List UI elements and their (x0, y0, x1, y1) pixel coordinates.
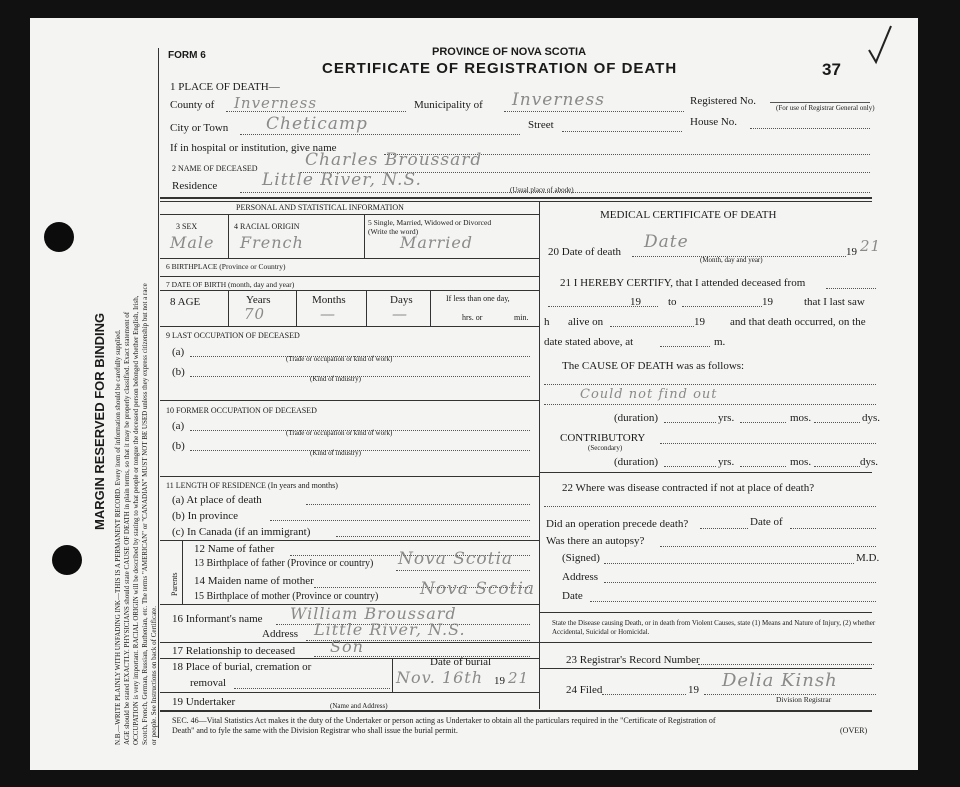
residence-canada-label: (c) In Canada (if an immigrant) (172, 526, 311, 538)
province-heading: PROVINCE OF NOVA SCOTIA (432, 46, 587, 58)
abode-note: (Usual place of abode) (510, 186, 574, 194)
former-occ-a: (a) (172, 420, 185, 432)
margin-note-3: OCCUPATION is very important. RACIAL ORIGIN will be described by stating to what people or tongue the deceased person belonged whether English, Irish, (132, 295, 140, 745)
signed-label: (Signed) (562, 552, 600, 564)
residence-place-label: (a) At place of death (172, 494, 262, 506)
certify-alive-on: alive on (568, 316, 604, 328)
filed-year-prefix: 19 (688, 684, 699, 696)
former-occ-industry-note: (Kind of industry) (310, 449, 361, 457)
father-birthplace-value: Nova Scotia (398, 549, 514, 569)
burial-year-value: 21 (508, 669, 530, 687)
operation-date-label: Date of (750, 516, 783, 528)
former-occ-b: (b) (172, 440, 185, 452)
county-value: Inverness (234, 94, 318, 112)
division-registrar-label: Division Registrar (776, 695, 832, 704)
certify-date-stated: date stated above, at (544, 336, 634, 348)
months-value: — (320, 305, 336, 323)
footer-sec-46-cont: Death" and to fyle the same with the Division Registrar who shall issue the burial permit. (172, 726, 458, 735)
binding-hole-top (44, 222, 74, 252)
death-date-value: Date (644, 232, 689, 252)
municipality-label: Municipality of (414, 99, 483, 111)
personal-heading: PERSONAL AND STATISTICAL INFORMATION (236, 203, 404, 212)
marital-label: 5 Single, Married, Widowed or Divorced (Write the word) (368, 218, 492, 236)
deceased-name-label: 2 NAME OF DECEASED (172, 164, 258, 173)
relationship-value: Son (330, 637, 364, 656)
mother-birthplace-value: Nova Scotia (420, 579, 536, 599)
residence-province-label: (b) In province (172, 510, 238, 522)
former-occupation-label: 10 FORMER OCCUPATION OF DECEASED (166, 406, 317, 415)
margin-note-2: AGE should be stated EXACTLY. PHYSICIANS should state CAUSE OF DEATH in plain terms, so that it may be properly classified. Exact statement of (123, 311, 131, 745)
certify-19a: 19 (630, 296, 641, 308)
address-label: Address (562, 571, 599, 583)
contrib-mos: mos. (790, 456, 812, 468)
marital-value: Married (400, 233, 474, 252)
cause-dys: dys. (862, 412, 881, 424)
burial-removal-label: removal (190, 677, 227, 689)
burial-label: 18 Place of burial, cremation or (172, 661, 312, 673)
informant-address-label: Address (262, 628, 299, 640)
father-name-label: 12 Name of father (194, 543, 275, 555)
margin-rule (158, 48, 159, 738)
operation-label: Did an operation precede death? (546, 518, 689, 530)
certify-text: 21 I HEREBY CERTIFY, that I attended deceased from (560, 277, 806, 289)
registrar-note: (For use of Registrar General only) (776, 104, 875, 112)
registered-label: Registered No. (690, 95, 756, 107)
certify-19b: 19 (762, 296, 773, 308)
contrib-dys: dys. (860, 456, 879, 468)
street-label: Street (528, 119, 554, 131)
margin-binding-label: MARGIN RESERVED FOR BINDING (92, 312, 107, 530)
years-value: 70 (244, 305, 266, 323)
mother-birthplace-label: 15 Birthplace of mother (Province or country) (194, 591, 379, 602)
certify-19c: 19 (694, 316, 705, 328)
certify-h: h (544, 316, 550, 328)
last-occ-trade-note: (Trade or occupation or kind of work) (286, 355, 393, 363)
certify-last-saw: that I last saw (804, 296, 865, 308)
min-label: min. (514, 313, 529, 322)
relationship-label: 17 Relationship to deceased (172, 645, 296, 657)
house-label: House No. (690, 116, 738, 128)
binding-hole-bottom (52, 545, 82, 575)
record-number-label: 23 Registrar's Record Number (566, 654, 700, 666)
residence-value: Little River, N.S. (262, 170, 422, 190)
informant-name: William Broussard (290, 604, 457, 623)
place-heading: 1 PLACE OF DEATH— (170, 81, 280, 93)
hrs-label: hrs. or (462, 313, 483, 322)
residence-label: Residence (172, 180, 218, 192)
violent-causes-note: State the Disease causing Death, or in death from Violent Causes, state (1) Means and Nature of Injury, (2) whether Accidental, Suicidal or Homicidal. (552, 619, 876, 636)
burial-date-label: Date of burial (430, 656, 492, 668)
margin-note-4: Scotch, French, German, Russian, Ruthenian, etc. The terms "AMERICAN" or "CANADIAN" MUST NOT BE USED unless they express citizenship but not a race (141, 283, 149, 745)
certify-m: m. (714, 336, 726, 348)
city-value: Cheticamp (266, 114, 368, 134)
parents-side-label: Parents (170, 572, 179, 596)
footer-over: (OVER) (840, 726, 868, 735)
days-label: Days (390, 294, 413, 306)
last-occ-a: (a) (172, 346, 185, 358)
death-year-value: 21 (860, 237, 882, 255)
city-label: City or Town (170, 122, 229, 134)
days-value: — (392, 305, 408, 323)
md-label: M.D. (856, 552, 880, 564)
hospital-label: If in hospital or institution, give name (170, 142, 337, 154)
secondary-note: (Secondary) (588, 444, 623, 452)
date-label: Date (562, 590, 583, 602)
certify-to: to (668, 296, 677, 308)
column-divider (539, 201, 540, 709)
last-occ-b: (b) (172, 366, 185, 378)
undertaker-note: (Name and Address) (330, 702, 388, 710)
birthplace-label: 6 BIRTHPLACE (Province or Country) (166, 262, 286, 271)
mother-name-label: 14 Maiden name of mother (194, 575, 314, 587)
certify-occurred: and that death occurred, on the (730, 316, 866, 328)
contrib-duration: (duration) (614, 456, 658, 468)
cause-duration: (duration) (614, 412, 658, 424)
registrar-signature: Delia Kinsh (722, 670, 838, 691)
burial-year-prefix: 19 (494, 675, 505, 687)
footer-sec-46: SEC. 46—Vital Statistics Act makes it the duty of the Undertaker or person acting as Undertaker to obtain all the particulars required in the "Certificate of Registration of (172, 716, 716, 725)
municipality-value: Inverness (512, 90, 605, 110)
contracted-label: 22 Where was disease contracted if not at place of death? (562, 482, 815, 494)
cause-mos: mos. (790, 412, 812, 424)
months-label: Months (312, 294, 346, 306)
margin-note-1: N.B.—WRITE PLAINLY WITH UNFADING INK—THIS IS A PERMANENT RECORD. Every item of information should be carefully supplied. (114, 329, 122, 745)
certificate-title: CERTIFICATE OF REGISTRATION OF DEATH (322, 60, 678, 77)
cause-value: Could not find out (580, 387, 718, 402)
deceased-name: Charles Broussard (305, 150, 483, 170)
cause-yrs: yrs. (718, 412, 735, 424)
dob-label: 7 DATE OF BIRTH (month, day and year) (166, 280, 295, 289)
undertaker-label: 19 Undertaker (172, 696, 236, 708)
death-year-prefix: 19 (846, 246, 857, 258)
certificate-number: 37 (822, 60, 841, 79)
contributory-label: CONTRIBUTORY (560, 432, 646, 444)
death-date-label: 20 Date of death (548, 246, 621, 258)
contrib-yrs: yrs. (718, 456, 735, 468)
burial-date-value: Nov. 16th (396, 668, 484, 687)
margin-note-5: or people. See Instructions on back of Certificate. (150, 606, 158, 745)
death-date-note: (Month, day and year) (700, 256, 763, 264)
racial-label: 4 RACIAL ORIGIN (234, 222, 300, 231)
residence-length-label: 11 LENGTH OF RESIDENCE (In years and months) (166, 481, 338, 490)
age-label: 8 AGE (170, 296, 201, 308)
cause-label: The CAUSE OF DEATH was as follows: (562, 360, 745, 372)
less-than-day-label: If less than one day, (446, 294, 510, 303)
last-occ-industry-note: (Kind of industry) (310, 375, 361, 383)
informant-label: 16 Informant's name (172, 613, 263, 625)
informant-address: Little River, N.S. (314, 620, 466, 639)
county-label: County of (170, 99, 215, 111)
sex-value: Male (170, 233, 215, 252)
filed-label: 24 Filed (566, 684, 603, 696)
sex-label: 3 SEX (176, 222, 198, 231)
medical-heading: MEDICAL CERTIFICATE OF DEATH (600, 209, 777, 221)
checkmark-icon (866, 22, 894, 66)
racial-value: French (240, 233, 304, 252)
last-occupation-label: 9 LAST OCCUPATION OF DECEASED (166, 331, 300, 340)
autopsy-label: Was there an autopsy? (546, 535, 645, 547)
father-birthplace-label: 13 Birthplace of father (Province or country) (194, 558, 374, 569)
form-number: FORM 6 (168, 50, 206, 61)
former-occ-trade-note: (Trade or occupation or kind of work) (286, 429, 393, 437)
years-label: Years (246, 294, 271, 306)
